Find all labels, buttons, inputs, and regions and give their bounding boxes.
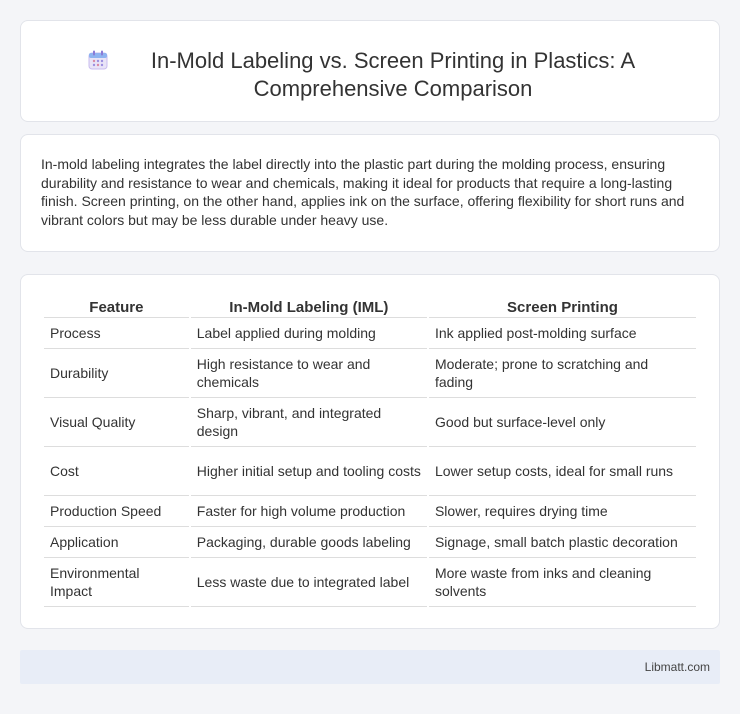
iml-cell: Higher initial setup and tooling costs: [191, 447, 427, 496]
screen-printing-cell: Slower, requires drying time: [429, 496, 696, 527]
table-row: [44, 398, 696, 447]
intro-paragraph: In-mold labeling integrates the label directly into the plastic part during the molding process, ensuring durability and resistance to wear and chemicals, making it ideal for products that require a long-lasting finish. Screen printing, on the other hand, applies ink on the surface, offering flexibility for short runs and vibrant colors but may be less durable under heavy use.: [41, 156, 685, 228]
table-row: [44, 527, 696, 558]
footer: [20, 650, 720, 684]
table-row: [44, 349, 696, 398]
table-row: [44, 318, 696, 349]
feature-cell: Production Speed: [44, 496, 189, 527]
feature-cell: Environmental Impact: [44, 558, 189, 607]
screen-printing-cell: Moderate; prone to scratching and fading: [429, 349, 696, 398]
table-row: [44, 447, 696, 496]
feature-cell: Durability: [44, 349, 189, 398]
iml-cell: Faster for high volume production: [191, 496, 427, 527]
feature-cell: Application: [44, 527, 189, 558]
screen-printing-cell: Ink applied post-molding surface: [429, 318, 696, 349]
iml-cell: Packaging, durable goods labeling: [191, 527, 427, 558]
comparison-table: [42, 297, 698, 607]
header-feature: Feature: [44, 297, 189, 318]
footer-brand-link[interactable]: Libmatt.com: [644, 660, 710, 674]
table-header-row: [44, 297, 696, 318]
feature-cell: Process: [44, 318, 189, 349]
table-row: [44, 558, 696, 607]
calendar-icon: [87, 49, 109, 71]
iml-cell: Sharp, vibrant, and integrated design: [191, 398, 427, 447]
screen-printing-cell: Lower setup costs, ideal for small runs: [429, 447, 696, 496]
iml-cell: Less waste due to integrated label: [191, 558, 427, 607]
header-screen-printing: Screen Printing: [429, 297, 696, 318]
feature-cell: Visual Quality: [44, 398, 189, 447]
title-card: [20, 20, 720, 122]
screen-printing-cell: Good but surface-level only: [429, 398, 696, 447]
header-iml: In-Mold Labeling (IML): [191, 297, 427, 318]
iml-cell: Label applied during molding: [191, 318, 427, 349]
intro-card: [20, 134, 720, 252]
iml-cell: High resistance to wear and chemicals: [191, 349, 427, 398]
screen-printing-cell: More waste from inks and cleaning solvents: [429, 558, 696, 607]
screen-printing-cell: Signage, small batch plastic decoration: [429, 527, 696, 558]
page-title: In-Mold Labeling vs. Screen Printing in Plastics: A Comprehensive Comparison: [150, 48, 636, 101]
comparison-card: [20, 274, 720, 629]
table-row: [44, 496, 696, 527]
feature-cell: Cost: [44, 447, 189, 496]
